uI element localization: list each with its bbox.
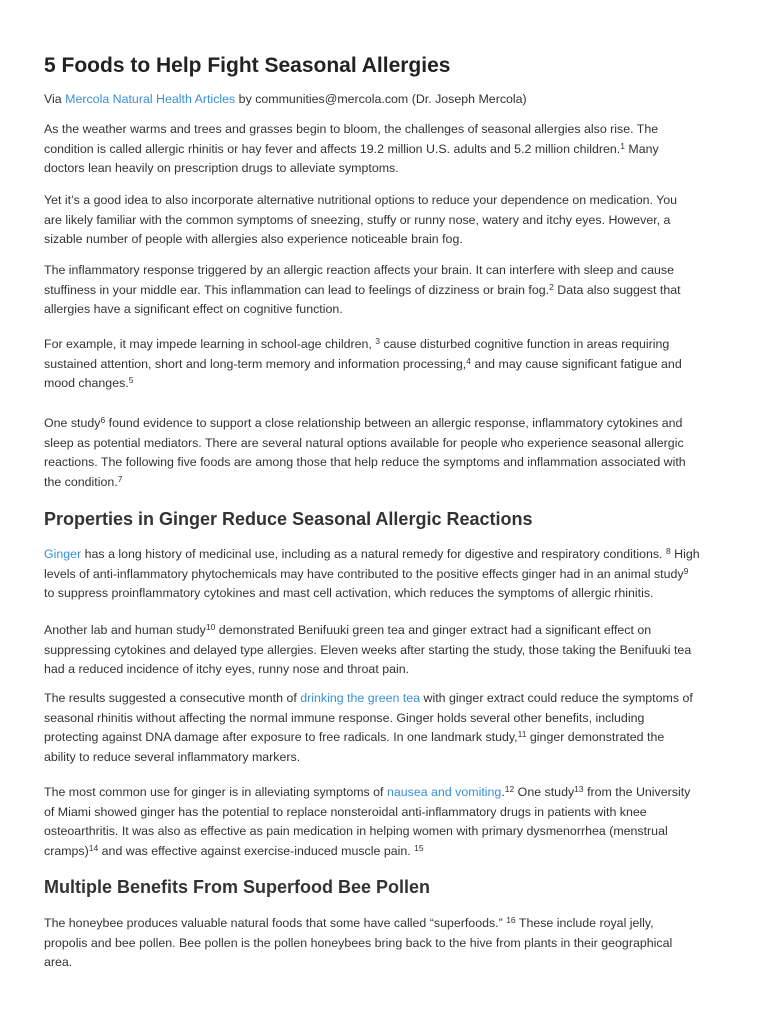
paragraph-nutrition: Yet it’s a good idea to also incorporate alternative nutritional options to reduce your dependence on medication. You are likely familiar with the common symptoms of sneezing, stuffy or runny nose, watery and itchy eyes. However, a sizable number of people with allergies also experience noticeable brain fog. <box>44 193 678 246</box>
nausea-link[interactable]: nausea and vomiting <box>386 785 502 799</box>
footnote-ref[interactable]: 5 <box>128 375 134 385</box>
paragraph-study: One study$^6$ found evidence to support a close relationship between an allergic response, inflammatory cytokines and sleep as potential mediators. There are several natural options available for people who experience seasonal allergic reactions. The following five foods are among those that help reduce the symptoms and inflammation associated with the condition.$^7$ <box>44 415 686 489</box>
footnote-ref[interactable]: 1 <box>620 140 625 151</box>
footnote-ref[interactable]: 7 <box>117 473 123 484</box>
paragraph-nausea: The most common use for ginger is in alleviating symptoms of nausea and vomiting.$^{12}$ One study$^{13}$ from the University of Miami showed ginger has the potential to replace nonsteroidal anti-inflammatory drugs in patients with knee osteoarthritis. It was also as effective as pain medication in helping women with primary dysmenorrhea (menstrual cramps)$^{14}$ and was effective against exercise-induced muscle pain. $^{15}$ <box>44 784 691 858</box>
byline-prefix: Via <box>44 92 66 106</box>
section-heading-ginger: Properties in Ginger Reduce Seasonal Allergic Reactions <box>44 509 533 529</box>
article-title: 5 Foods to Help Fight Seasonal Allergies <box>44 54 451 77</box>
footnote-ref[interactable]: 6 <box>100 415 106 425</box>
byline <box>44 90 716 110</box>
byline-author: by communities@mercola.com (Dr. Joseph Mercola) <box>235 92 527 106</box>
footnote-ref[interactable]: 16 <box>506 915 516 925</box>
paragraph-benifuuki: Another lab and human study$^{10}$ demonstrated Benifuuki green tea and ginger extract had a significant effect on suppressing cytokines and delayed type allergies. Eleven weeks after starting the study, those taking the Benifuuki tea had a reduced incidence of itchy eyes, runny nose and throat pain. <box>44 622 692 676</box>
footnote-ref[interactable]: 14 <box>88 842 99 853</box>
ginger-link[interactable]: Ginger <box>44 547 82 561</box>
section-heading-bee-pollen: Multiple Benefits From Superfood Bee Pollen <box>44 877 431 897</box>
paragraph-green-tea: The results suggested a consecutive month of drinking the green tea with ginger extract could reduce the symptoms of seasonal rhinitis without affecting the normal immune response. Ginger holds several other benefits, including protecting against DNA damage after exposure to free radicals. In one landmark study,$^{11}$ ginger demonstrated the ability to reduce several inflammatory markers. <box>44 691 693 764</box>
footnote-ref[interactable]: 15 <box>414 842 424 853</box>
footnote-ref[interactable]: 8 <box>665 546 671 556</box>
footnote-ref[interactable]: 12 <box>504 784 515 794</box>
footnote-ref[interactable]: 2 <box>549 281 554 292</box>
footnote-ref[interactable]: 10 <box>205 622 216 632</box>
footnote-ref[interactable]: 13 <box>574 784 584 794</box>
footnote-ref[interactable]: 4 <box>466 355 471 366</box>
paragraph-cognitive: For example, it may impede learning in school-age children, $^3$ cause disturbed cognitive function in areas requiring sustained attention, short and long-term memory and information processing,$^4$ and may cause significant fatigue and mood changes.$^5$ <box>44 336 682 390</box>
footnote-ref[interactable]: 11 <box>517 729 527 739</box>
paragraph-ginger-history: Ginger has a long history of medicinal use, including as a natural remedy for digestive and respiratory conditions. $^8$ High levels of anti-inflammatory phytochemicals may have contributed to the positive effects ginger had in an animal study$^9$ to suppress proinflammatory cytokines and mast cell activation, which reduces the symptoms of allergic rhinitis. <box>44 546 700 600</box>
footnote-ref[interactable]: 3 <box>375 336 381 346</box>
footnote-ref[interactable]: 9 <box>683 565 689 576</box>
paragraph-bee-pollen: The honeybee produces valuable natural foods that some have called “superfoods.” $^{16}$ These include royal jelly, propolis and bee pollen. Bee pollen is the pollen honeybees bring back to the hive from plants in their geographical area. <box>44 915 673 969</box>
green-tea-link[interactable]: drinking the green tea <box>300 691 421 705</box>
source-link[interactable]: Mercola Natural Health Articles <box>65 92 236 106</box>
paragraph-brain: The inflammatory response triggered by an allergic reaction affects your brain. It can interfere with sleep and cause stuffiness in your middle ear. This inflammation can lead to feelings of dizziness or brain fog.$^2$ Data also suggest that allergies have a significant effect on cognitive function. <box>44 263 681 316</box>
paragraph-intro: As the weather warms and trees and grasses begin to bloom, the challenges of seasonal allergies also rise. The condition is called allergic rhinitis or hay fever and affects 19.2 million U.S. adults and 5.2 million children.$^1$ Many doctors lean heavily on prescription drugs to alleviate symptoms. <box>44 122 659 175</box>
